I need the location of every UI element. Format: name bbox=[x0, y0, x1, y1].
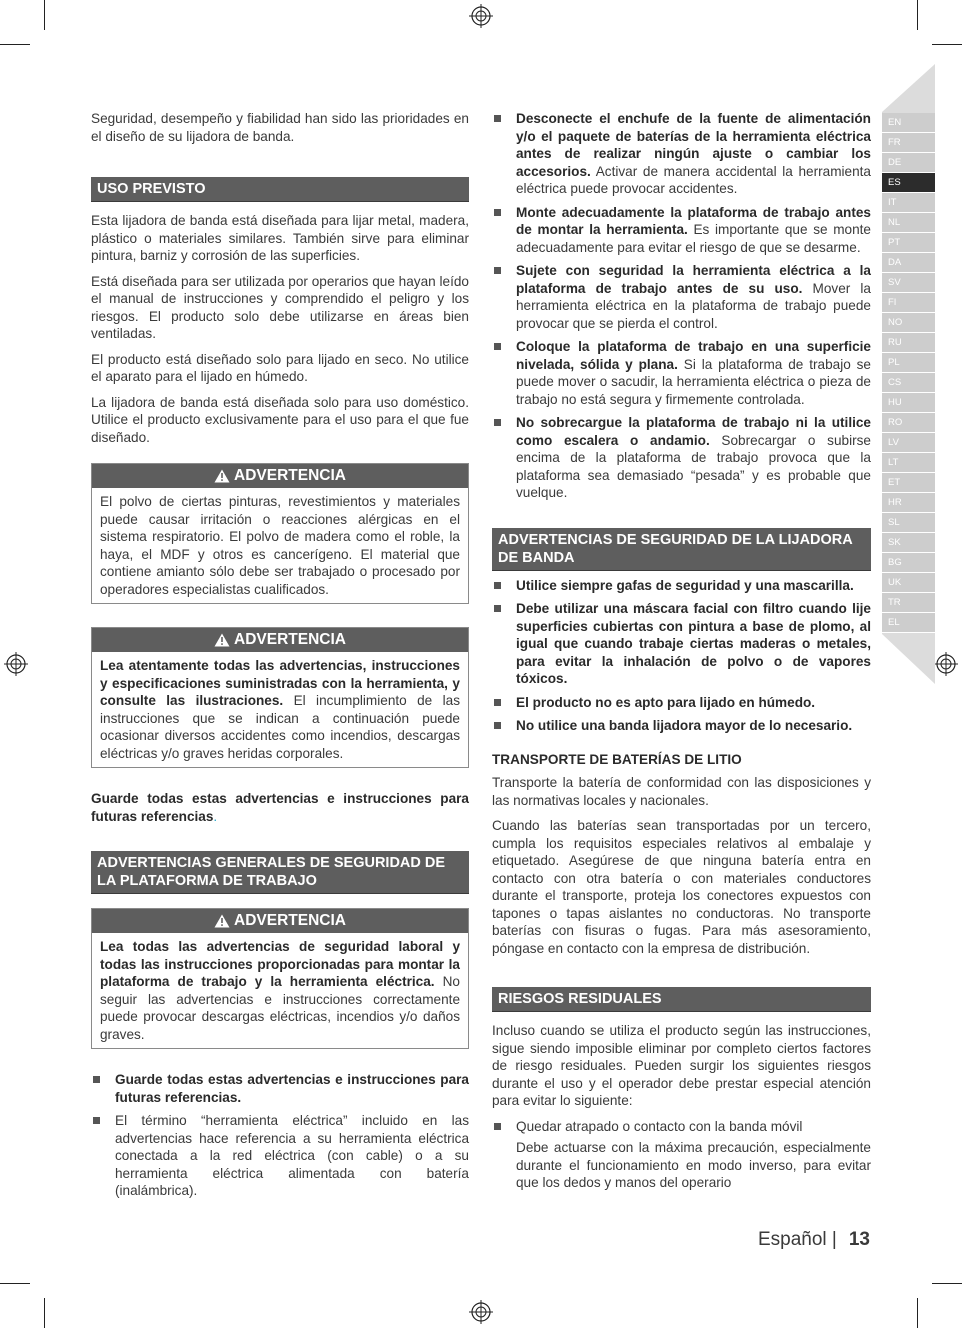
list-item bbox=[492, 338, 871, 408]
section-heading-general-safety: ADVERTENCIAS GENERALES DE SEGURIDAD DE LA PLATAFORMA DE TRABAJO bbox=[91, 851, 469, 894]
language-tab[interactable]: DA bbox=[882, 253, 935, 273]
bullet-list bbox=[492, 110, 871, 502]
warning-triangle-icon bbox=[214, 469, 230, 483]
list-item-text: Sobrecargar o subirse encima de la plataforma de trabajo provoca que la plataforma sea demasiado “pesada” y es probable que vuelque. bbox=[516, 432, 871, 500]
list-item-text: El término “herramienta eléctrica” incluido en las advertencias hace referencia a su herramienta eléctrica conectada a la red eléctrica (con cable) o a su herramienta eléctrica alimentada con batería (inalámbrica). bbox=[115, 1113, 469, 1198]
list-item bbox=[492, 717, 871, 735]
crop-mark bbox=[0, 1283, 30, 1284]
list-item-paragraph: Debe actuarse con la máxima precaución, especialmente durante el funcionamiento en modo inverso, para evitar que los dedos y manos del operario bbox=[516, 1140, 871, 1190]
warning-triangle-icon bbox=[214, 633, 230, 647]
language-tab[interactable]: RO bbox=[882, 413, 935, 433]
language-tab[interactable]: DE bbox=[882, 153, 935, 173]
list-item-bold: No sobrecargue la plataforma de trabajo ni la utilice como escalera o andamio. bbox=[516, 415, 871, 448]
list-item-text: Quedar atrapado o contacto con la banda móvil bbox=[516, 1118, 803, 1134]
language-tab-active[interactable]: ES bbox=[882, 173, 935, 193]
list-item-text: Mover la herramienta eléctrica en la plataforma de trabajo puede provocar que se pierda el control. bbox=[516, 280, 871, 331]
warning-header bbox=[92, 628, 468, 652]
language-tab[interactable]: BG bbox=[882, 553, 935, 573]
bullet-list bbox=[91, 1071, 469, 1200]
crop-mark bbox=[917, 1298, 918, 1328]
save-instructions-note: Guarde todas estas advertencias e instrucciones para futuras referencias bbox=[91, 791, 469, 824]
language-tab[interactable]: CS bbox=[882, 373, 935, 393]
list-item-bold: Desconecte el enchufe de la fuente de alimentación y/o el paquete de baterías de la herramienta eléctrica antes de realizar ningún ajuste o cambiar los accesorios. bbox=[516, 111, 871, 179]
warning-text: No seguir las advertencias e instrucciones correctamente puede provocar descargas eléctricas, incendios y/o daños graves. bbox=[100, 974, 460, 1042]
list-item-bold: Guarde todas estas advertencias e instrucciones para futuras referencias. bbox=[115, 1072, 469, 1105]
crop-mark bbox=[932, 44, 962, 45]
bullet-list bbox=[492, 1118, 871, 1192]
section-heading-residual-risks: RIESGOS RESIDUALES bbox=[492, 987, 871, 1012]
warning-title: ADVERTENCIA bbox=[234, 912, 346, 929]
registration-mark-icon bbox=[469, 4, 493, 28]
list-item-bold: Sujete con seguridad la herramienta eléctrica a la plataforma de trabajo antes de su uso. bbox=[516, 263, 871, 296]
paragraph: Transporte la batería de conformidad con las disposiciones y las normativas locales y nacionales. bbox=[492, 775, 871, 808]
list-item bbox=[492, 110, 871, 198]
language-tab[interactable]: SL bbox=[882, 513, 935, 533]
language-tab[interactable]: SK bbox=[882, 533, 935, 553]
crop-mark bbox=[0, 44, 30, 45]
list-item-text: Activar de manera accidental la herramienta eléctrica puede provocar accidentes. bbox=[516, 163, 871, 196]
warning-text: El polvo de ciertas pinturas, revestimientos y materiales puede causar irritación o reacciones alérgicas en el sistema respiratorio. El polvo de madera como el roble, la haya, el MDF y otros es cancerígeno. El material que contiene amianto sólo debe ser trabajado o procesado por operadores especialistas cualificados. bbox=[100, 494, 460, 597]
language-tab[interactable]: TR bbox=[882, 593, 935, 613]
language-tab[interactable]: SV bbox=[882, 273, 935, 293]
language-tab[interactable]: LV bbox=[882, 433, 935, 453]
language-tab[interactable]: PL bbox=[882, 353, 935, 373]
language-tab[interactable]: FI bbox=[882, 293, 935, 313]
list-item-text: Es importante que se monte adecuadamente para evitar el riesgo de que se desarme. bbox=[516, 222, 871, 255]
paragraph: La lijadora de banda está diseñada solo para uso doméstico. Utilice el producto exclusivamente para el uso para el que fue diseñado. bbox=[91, 394, 469, 445]
paragraph: Está diseñada para ser utilizada por operarios que hayan leído el manual de instrucciones y comprendido el peligro y los riesgos. El producto solo debe utilizarse en áreas bien ventiladas. bbox=[91, 273, 469, 341]
list-item bbox=[492, 694, 871, 712]
list-item bbox=[492, 577, 871, 595]
language-tab[interactable]: FR bbox=[882, 133, 935, 153]
list-item-bold: Monte adecuadamente la plataforma de trabajo antes de montar la herramienta. bbox=[516, 204, 871, 237]
language-tab[interactable]: EL bbox=[882, 613, 935, 633]
list-item bbox=[492, 262, 871, 332]
warning-text: El incumplimiento de las instrucciones que se indican a continuación puede ocasionar diversos accidentes como incendios, descargas eléctricas y/o graves heridas corporales. bbox=[100, 693, 460, 761]
language-tab[interactable]: HR bbox=[882, 493, 935, 513]
paragraph: Cuando las baterías sean transportadas por un tercero, cumpla los requisitos especiales relativos al embalaje y etiquetado. Asegúrese de que ninguna batería entra en contacto con otra batería o con materiales conductores durante el transporte, proteja los conectores expuestos con tapones o tapas aislantes no conductoras. No transporte baterías con fisuras o fugas. Para más asesoramiento, póngase en contacto con la empresa de distribución. bbox=[492, 818, 871, 956]
language-tab[interactable]: EN bbox=[882, 113, 935, 133]
warning-header bbox=[92, 464, 468, 488]
list-item bbox=[492, 414, 871, 502]
section-heading-belt-sander-safety: ADVERTENCIAS DE SEGURIDAD DE LA LIJADORA DE BANDA bbox=[492, 528, 871, 571]
warning-bold-text: Lea atentamente todas las advertencias, instrucciones y especificaciones suministradas con la herramienta, y consulte las ilustraciones. bbox=[100, 658, 460, 708]
list-item bbox=[91, 1071, 469, 1106]
registration-mark-icon bbox=[934, 652, 958, 676]
registration-mark-icon bbox=[4, 652, 28, 676]
warning-box bbox=[91, 908, 469, 1049]
language-tab[interactable]: PT bbox=[882, 233, 935, 253]
paragraph: El producto está diseñado solo para lijado en seco. No utilice el aparato para el lijado en húmedo. bbox=[91, 351, 469, 384]
footer-language: Español | bbox=[757, 1229, 837, 1250]
paragraph: Incluso cuando se utiliza el producto según las instrucciones, sigue siendo imposible eliminar por completo ciertos factores de riesgo residuales. Pueden surgir los siguientes riesgos durante el uso y el operador debe prestar especial atención para evitar lo siguiente: bbox=[492, 1023, 871, 1108]
page-number: 13 bbox=[848, 1229, 870, 1250]
language-tab[interactable]: ET bbox=[882, 473, 935, 493]
warning-box bbox=[91, 627, 469, 768]
save-note-dot: . bbox=[213, 808, 218, 824]
language-tab[interactable]: RU bbox=[882, 333, 935, 353]
page-footer bbox=[758, 1229, 870, 1251]
language-tab[interactable]: UK bbox=[882, 573, 935, 593]
language-tab[interactable]: HU bbox=[882, 393, 935, 413]
language-tabs bbox=[882, 113, 935, 633]
list-item bbox=[492, 1118, 871, 1192]
list-item bbox=[492, 600, 871, 688]
section-heading-uso-previsto: USO PREVISTO bbox=[91, 177, 469, 202]
warning-title: ADVERTENCIA bbox=[234, 631, 346, 648]
list-item-bold: Coloque la plataforma de trabajo en una superficie nivelada, sólida y plana. bbox=[516, 339, 871, 372]
list-item-bold: Utilice siempre gafas de seguridad y una mascarilla. bbox=[516, 577, 854, 593]
warning-header bbox=[92, 909, 468, 933]
crop-mark bbox=[44, 0, 45, 30]
paragraph: Esta lijadora de banda está diseñada para lijar metal, madera, plástico o materiales similares. También sirve para eliminar pintura, barniz y corrosión de las superficies. bbox=[91, 213, 469, 263]
warning-triangle-icon bbox=[214, 914, 230, 928]
language-tab[interactable]: NO bbox=[882, 313, 935, 333]
warning-bold-text: Lea todas las advertencias de seguridad laboral y todas las instrucciones proporcionadas para montar la plataforma de trabajo y la herramienta eléctrica. bbox=[100, 939, 460, 989]
list-item-text: Si la plataforma de trabajo se puede mover o sacudir, la herramienta eléctrica o pieza de trabajo no está segura y firmemente controlada. bbox=[516, 356, 871, 407]
list-item bbox=[91, 1112, 469, 1200]
subheading-battery-transport: TRANSPORTE DE BATERÍAS DE LITIO bbox=[492, 751, 742, 767]
list-item-bold: Debe utilizar una máscara facial con filtro cuando lije superficies cubiertas con pintura a base de plomo, al igual que cuando trabaje ciertas maderas o metales, para evitar la inhalación de polvo o de vapores tóxicos. bbox=[516, 601, 871, 686]
bullet-list bbox=[492, 577, 871, 735]
language-tab[interactable]: NL bbox=[882, 213, 935, 233]
crop-mark bbox=[44, 1298, 45, 1328]
left-column bbox=[91, 110, 469, 1206]
list-item-bold: El producto no es apto para lijado en húmedo. bbox=[516, 694, 816, 710]
language-tab[interactable]: IT bbox=[882, 193, 935, 213]
intro-paragraph: Seguridad, desempeño y fiabilidad han sido las prioridades en el diseño de su lijadora de banda. bbox=[91, 111, 469, 144]
crop-mark bbox=[932, 1283, 962, 1284]
registration-mark-icon bbox=[469, 1300, 493, 1324]
warning-title: ADVERTENCIA bbox=[234, 467, 346, 484]
crop-mark bbox=[917, 0, 918, 30]
warning-box bbox=[91, 463, 469, 604]
list-item bbox=[492, 204, 871, 257]
right-column bbox=[492, 110, 871, 1200]
language-tab[interactable]: LT bbox=[882, 453, 935, 473]
list-item-bold: No utilice una banda lijadora mayor de lo necesario. bbox=[516, 718, 853, 733]
